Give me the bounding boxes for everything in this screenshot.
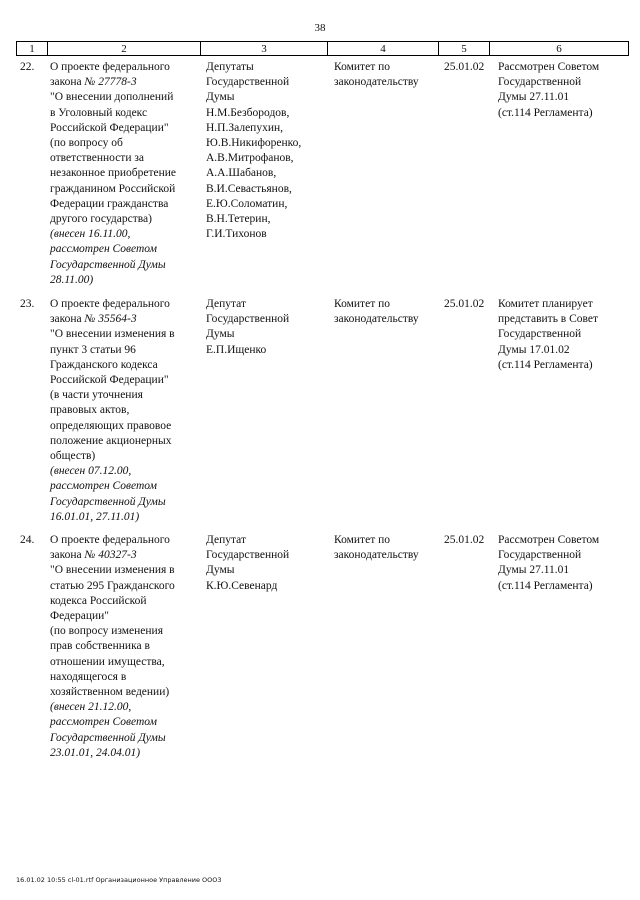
bill-name-line: "О внесении дополнений — [50, 91, 174, 104]
author-line: Думы — [206, 91, 235, 104]
author-line: К.Ю.Севенард — [206, 579, 278, 592]
status-line: Рассмотрен Советом — [498, 61, 600, 73]
row-number-text: 23. — [20, 298, 35, 310]
bill-name-line: пункт 3 статьи 96 — [50, 343, 136, 356]
author-line: Н.М.Безбородов, — [206, 106, 290, 119]
bill-note-line: другого государства) — [50, 213, 152, 226]
bill-name-line: Федерации" — [50, 610, 110, 623]
bill-status — [498, 60, 630, 121]
bill-authors — [206, 297, 326, 358]
row-number-text: 22. — [20, 61, 35, 73]
row-number — [20, 533, 46, 548]
author-line: Думы — [206, 564, 235, 577]
bill-description — [50, 297, 200, 525]
committee-line: законодательству — [334, 549, 419, 562]
bill-description — [50, 60, 200, 288]
committee-line: законодательству — [334, 76, 419, 89]
bill-date — [444, 533, 496, 548]
column-header-3: 3 — [201, 42, 328, 56]
bill-status — [498, 533, 630, 594]
author-line: Депутат — [206, 298, 246, 310]
bill-note-line: хозяйственном ведении) — [50, 686, 170, 699]
author-line: А.В.Митрофанов, — [206, 152, 294, 165]
bill-history-line: рассмотрен Советом — [50, 243, 157, 256]
bill-note-line: ответственности за — [50, 152, 145, 165]
status-line: Государственной — [498, 76, 582, 89]
author-line: Ю.В.Никифоренко, — [206, 137, 302, 150]
author-line: Г.И.Тихонов — [206, 228, 267, 241]
page-number: 38 — [314, 22, 326, 34]
status-line: Думы 27.11.01 — [498, 91, 570, 104]
bill-note-line: (по вопросу изменения — [50, 625, 164, 638]
column-header-5: 5 — [439, 42, 490, 56]
date-text: 25.01.02 — [444, 61, 485, 73]
bill-title-line — [50, 75, 200, 90]
bill-history-line: Государственной Думы — [50, 731, 166, 744]
bill-history-line: рассмотрен Советом — [50, 480, 157, 493]
author-line: Н.П.Залепухин, — [206, 121, 284, 134]
row-number-text: 24. — [20, 534, 35, 546]
bill-title-line: О проекте федерального — [50, 298, 170, 310]
bill-history-line: 16.01.01, 27.11.01) — [50, 510, 140, 523]
bill-history-line: (внесен 07.12.00, — [50, 465, 132, 478]
column-header-row — [16, 41, 629, 56]
bill-note-line: незаконное приобретение — [50, 167, 177, 180]
status-line: (ст.114 Регламента) — [498, 106, 593, 119]
status-line: (ст.114 Регламента) — [498, 579, 593, 592]
bill-authors — [206, 533, 326, 594]
bill-number: № 27778-3 — [84, 76, 137, 89]
bill-number: № 35564-3 — [84, 313, 137, 326]
bill-name-line: Российской Федерации" — [50, 374, 169, 387]
bill-name-line: в Уголовный кодекс — [50, 106, 148, 119]
bill-name-line: кодекса Российской — [50, 594, 147, 607]
date-text: 25.01.02 — [444, 298, 485, 310]
responsible-committee — [334, 533, 440, 563]
committee-line: Комитет по — [334, 298, 390, 310]
bill-name-line: "О внесении изменения в — [50, 328, 175, 341]
bill-history-line: Государственной Думы — [50, 495, 166, 508]
author-line: Е.Ю.Соломатин, — [206, 197, 288, 210]
bill-description — [50, 533, 200, 761]
row-number — [20, 60, 46, 75]
bill-title-line: О проекте федерального — [50, 534, 170, 546]
column-header-2: 2 — [48, 42, 201, 56]
author-line: В.И.Севастьянов, — [206, 182, 292, 195]
bill-date — [444, 297, 496, 312]
author-line: Государственной — [206, 549, 290, 562]
bill-title-line — [50, 312, 200, 327]
status-line: Рассмотрен Советом — [498, 534, 600, 546]
bill-date — [444, 60, 496, 75]
bill-note-line: определяющих правовое — [50, 419, 172, 432]
committee-line: законодательству — [334, 313, 419, 326]
bill-history-line: 23.01.01, 24.04.01) — [50, 746, 141, 759]
bill-note-line: Федерации гражданства — [50, 197, 169, 210]
author-line: Государственной — [206, 313, 290, 326]
row-number — [20, 297, 46, 312]
bill-note-line: положение акционерных — [50, 434, 172, 447]
column-header-6: 6 — [490, 42, 629, 56]
bill-number: № 40327-3 — [84, 549, 137, 562]
status-line: Государственной — [498, 549, 582, 562]
bill-name-line: "О внесении изменения в — [50, 564, 175, 577]
bill-note-line: правовых актов, — [50, 404, 130, 417]
bill-history-line: рассмотрен Советом — [50, 716, 157, 729]
status-line: Думы 17.01.02 — [498, 343, 570, 356]
committee-line: Комитет по — [334, 534, 390, 546]
responsible-committee — [334, 297, 440, 327]
column-header-1: 1 — [17, 42, 48, 56]
author-line: Депутат — [206, 534, 246, 546]
bill-title-line — [50, 548, 200, 563]
bill-note-line: находящегося в — [50, 670, 127, 683]
bill-name-line: Российской Федерации" — [50, 121, 169, 134]
date-text: 25.01.02 — [444, 534, 485, 546]
bill-history-line: Государственной Думы — [50, 258, 166, 271]
author-line: Государственной — [206, 76, 290, 89]
bill-note-line: гражданином Российской — [50, 182, 176, 195]
author-line: В.Н.Тетерин, — [206, 213, 271, 226]
author-line: А.А.Шабанов, — [206, 167, 277, 180]
bill-note-line: (в части уточнения — [50, 389, 143, 402]
status-line: Государственной — [498, 328, 582, 341]
bill-note-line: (по вопросу об — [50, 137, 123, 150]
bill-note-line: прав собственника в — [50, 640, 150, 653]
committee-line: Комитет по — [334, 61, 390, 73]
status-line: Думы 27.11.01 — [498, 564, 570, 577]
bill-title-line: О проекте федерального — [50, 61, 170, 73]
status-line: (ст.114 Регламента) — [498, 358, 593, 371]
author-line: Думы — [206, 328, 235, 341]
bill-title-word: закона — [50, 76, 82, 89]
column-header-4: 4 — [328, 42, 439, 56]
author-line: Депутаты — [206, 61, 254, 73]
status-line: Комитет планирует — [498, 298, 593, 310]
bill-name-line: статью 295 Гражданского — [50, 579, 175, 592]
bill-name-line: Гражданского кодекса — [50, 358, 158, 371]
bill-history-line: (внесен 21.12.00, — [50, 701, 132, 714]
bill-note-line: отношении имущества, — [50, 655, 165, 668]
bill-note-line: обществ) — [50, 450, 96, 463]
author-line: Е.П.Ищенко — [206, 343, 267, 356]
bill-title-word: закона — [50, 549, 82, 562]
status-line: представить в Совет — [498, 313, 599, 326]
bill-authors — [206, 60, 326, 242]
responsible-committee — [334, 60, 440, 90]
bill-title-word: закона — [50, 313, 82, 326]
bill-status — [498, 297, 630, 373]
print-footer: 16.01.02 10:55 cl-01.rtf Организационное Управление ООО3 — [16, 876, 222, 884]
bill-history-line: 28.11.00) — [50, 273, 94, 286]
bill-history-line: (внесен 16.11.00, — [50, 228, 131, 241]
